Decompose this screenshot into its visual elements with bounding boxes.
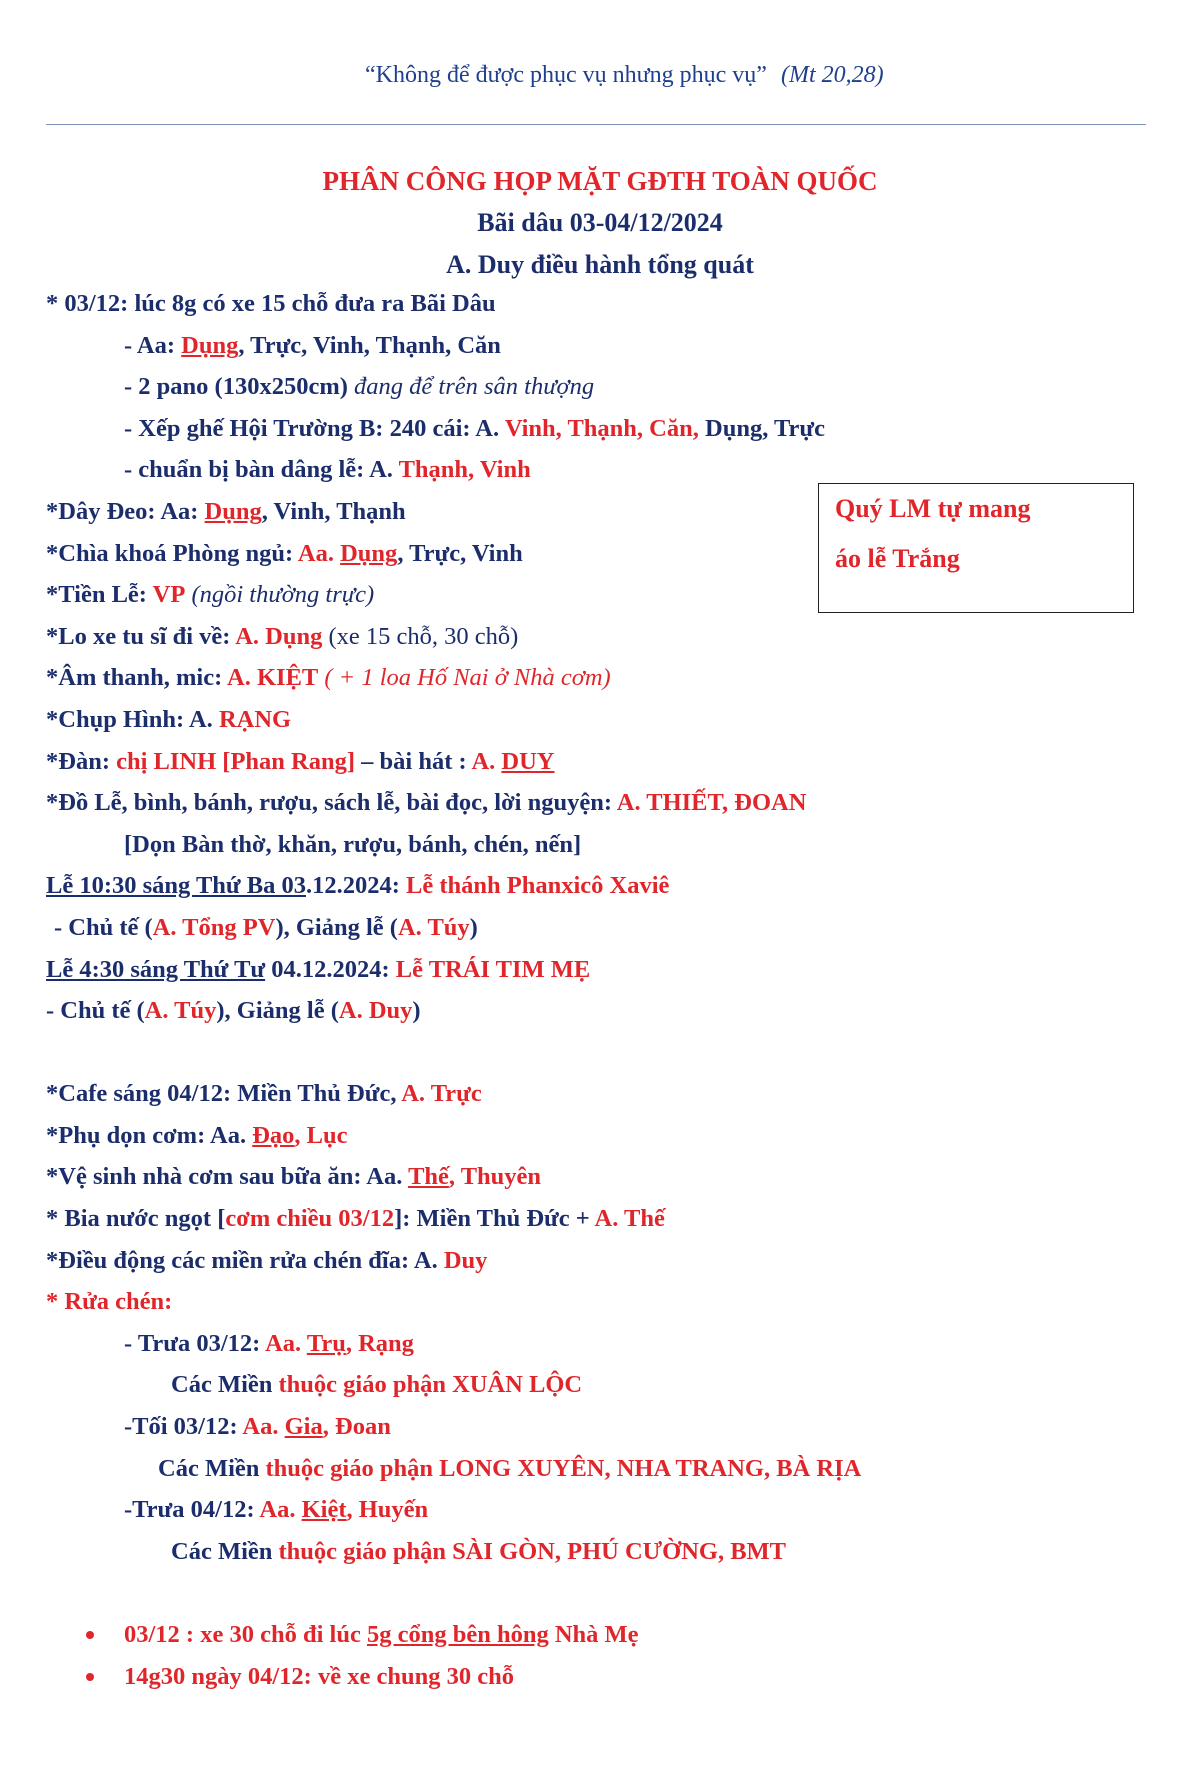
mass-stipend-line: *Tiền Lễ: VP (ngồi thường trực) [46,581,375,609]
document-title: PHÂN CÔNG HỌP MẶT GĐTH TOÀN QUỐC [322,166,878,196]
bullet-dot-icon [86,1673,94,1681]
room-keys-line: *Chìa khoá Phòng ngủ: Aa. Dụng, Trực, Vinh [46,539,523,567]
spacer [46,1572,1156,1614]
sound-mic-line: *Âm thanh, mic: A. KIỆT ( + 1 loa Hố Nai ở Nhà cơm) [46,664,611,692]
bullet-return: 14g30 ngày 04/12: về xe chung 30 chỗ [46,1656,1156,1698]
document-place-date: Bãi dâu 03-04/12/2024 [477,208,723,237]
dishwashing-dinner-0312-regions: Các Miền thuộc giáo phận LONG XUYÊN, NHA TRANG, BÀ RỊA [158,1454,862,1482]
morning-coffee-line: *Cafe sáng 04/12: Miền Thủ Đức, A. Trực [46,1080,482,1108]
assignment-list [46,283,1156,1697]
header-divider [46,124,1146,125]
dishwashing-header: * Rửa chén: [46,1288,173,1316]
dishwashing-lunch-0412: -Trưa 04/12: Aa. Kiệt, Huyến [124,1496,429,1524]
epigraph-reference: (Mt 20,28) [780,62,884,88]
lanyard-line: *Dây Đeo: Aa: Dụng, Vinh, Thạnh [46,497,406,525]
music-line: *Đàn: chị LINH [Phan Rang] – bài hát : A. DUY [46,747,555,775]
liturgy-items-line: *Đồ Lễ, bình, bánh, rượu, sách lễ, bài đọc, lời nguyện: A. THIẾT, ĐOAN [46,789,807,817]
spacer [46,1032,1156,1074]
note-line-2: áo lễ Trắng [835,544,960,573]
dishwashing-lunch-0412-regions: Các Miền thuộc giáo phận SÀI GÒN, PHÚ CƯỜNG, BMT [171,1537,787,1565]
dishwashing-coordinator-line: *Điều động các miền rửa chén đĩa: A. Duy [46,1246,488,1274]
offering-table-line: - chuẩn bị bàn dâng lễ: A. Thạnh, Vinh [124,456,531,484]
document-director: A. Duy điều hành tổng quát [446,250,754,279]
meal-helpers-line: *Phụ dọn cơm: Aa. Đạo, Lục [46,1121,348,1149]
note-line-1: Quý LM tự mang [835,494,1031,523]
altar-setup-line: [Dọn Bàn thờ, khăn, rượu, bánh, chén, nến] [124,830,582,858]
drinks-line: * Bia nước ngọt [cơm chiều 03/12]: Miền Thủ Đức + A. Thế [46,1205,665,1233]
mass-2-header: Lễ 4:30 sáng Thứ Tư 04.12.2024: Lễ TRÁI TIM MẸ [46,955,591,983]
bus-crew-line: - Aa: Dụng, Trực, Vinh, Thạnh, Căn [124,331,501,359]
mass-1-celebrants: - Chủ tế (A. Tổng PV), Giảng lễ (A. Túy) [54,913,478,941]
religious-transport-line: *Lo xe tu sĩ đi về: A. Dụng (xe 15 chỗ, 30 chỗ) [46,622,519,650]
mass-1-header: Lễ 10:30 sáng Thứ Ba 03.12.2024: Lễ thánh Phanxicô Xaviê [46,872,670,900]
bullet-departure: 03/12 : xe 30 chỗ đi lúc 5g cổng bên hông Nhà Mẹ [46,1614,1156,1656]
photography-line: *Chụp Hình: A. RẠNG [46,705,292,733]
epigraph-quote: “Không để được phục vụ nhưng phục vụ” [365,62,767,88]
dishwashing-lunch-0312: - Trưa 03/12: Aa. Trụ, Rạng [124,1329,414,1357]
dishwashing-lunch-0312-regions: Các Miền thuộc giáo phận XUÂN LỘC [171,1371,583,1399]
chair-setup-line: - Xếp ghế Hội Trường B: 240 cái: A. Vinh, Thạnh, Căn, Dụng, Trực [124,414,825,442]
document-header [0,160,1200,286]
dining-cleanup-line: *Vệ sinh nhà cơm sau bữa ăn: Aa. Thế, Thuyên [46,1163,542,1191]
mass-2-celebrants: - Chủ tế (A. Túy), Giảng lễ (A. Duy) [46,997,421,1025]
epigraph [365,62,884,89]
bullet-dot-icon [86,1631,94,1639]
bus-departure-line: * 03/12: lúc 8g có xe 15 chỗ đưa ra Bãi Dâu [46,290,496,317]
pano-line: - 2 pano (130x250cm) đang để trên sân thượng [124,373,595,401]
dishwashing-dinner-0312: -Tối 03/12: Aa. Gia, Đoan [124,1413,391,1441]
